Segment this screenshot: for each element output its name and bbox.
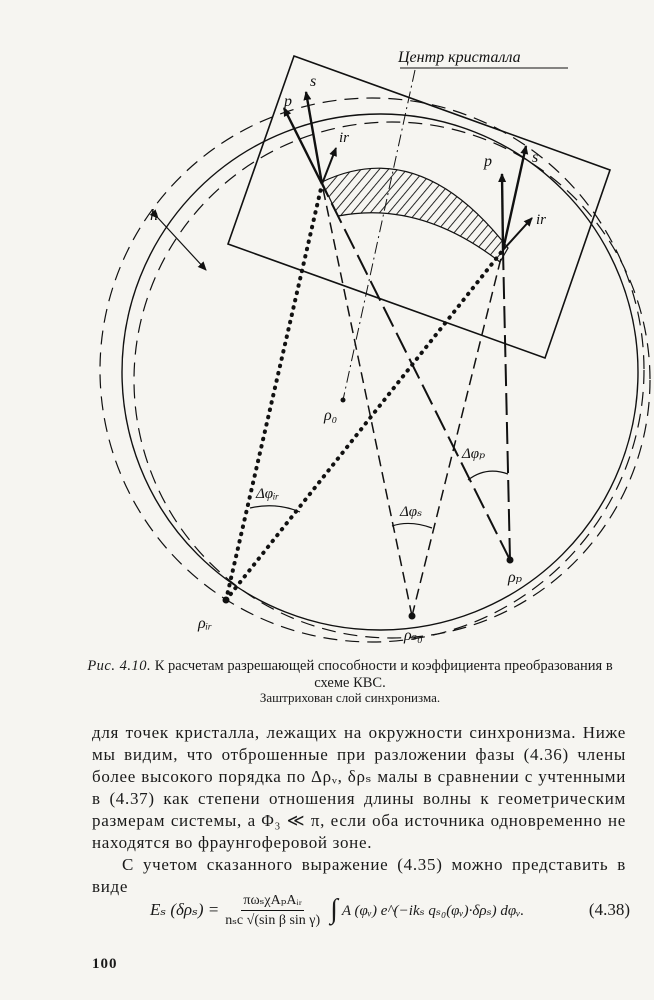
label-d-phi-ir: Δφᵢᵣ xyxy=(256,486,280,502)
label-p-right: p xyxy=(484,153,492,170)
page-number: 100 xyxy=(92,956,118,972)
ir-ray-1 xyxy=(226,184,322,600)
label-d-phi-p: Δφₚ xyxy=(462,446,486,462)
arc-d-phi-ir xyxy=(250,506,300,512)
body-text xyxy=(92,722,626,898)
label-center: Центр кристалла xyxy=(398,49,521,66)
point-rho-ir xyxy=(223,597,230,604)
integral-sign: ∫ xyxy=(330,894,338,925)
equation-4-38 xyxy=(150,885,630,935)
equation-lhs: Eₛ (δρₛ) = xyxy=(150,900,220,919)
equation-fraction xyxy=(223,892,322,929)
label-s-left: s xyxy=(310,73,317,90)
fraction-numerator: πωₛχAₚAᵢᵣ xyxy=(241,892,304,911)
equation-integrand: A (φᵥ) e^(−ikₛ qₛ₀(φᵥ)·δρₛ) dφᵥ. xyxy=(341,902,525,919)
h-marker xyxy=(158,218,206,270)
label-rho-ir: ρᵢᵣ xyxy=(198,615,213,632)
synchronism-layer xyxy=(322,168,508,262)
p-ray-2 xyxy=(503,250,510,560)
caption-text: К расчетам разрешающей способности и коэффициента преобразования в схеме КВС. xyxy=(154,658,613,691)
label-rho0: ρ₀ xyxy=(324,407,338,424)
point-rho-s0 xyxy=(409,613,416,620)
label-rho-s0: ρₛ₀ xyxy=(404,627,423,644)
label-rho-p: ρₚ xyxy=(508,569,523,586)
figure-caption xyxy=(70,658,630,692)
arc-d-phi-s xyxy=(392,523,432,528)
equation-number: (4.38) xyxy=(588,900,630,919)
paragraph-1: для точек кристалла, лежащих на окружности синхронизма. Ниже мы видим, что отброшенные при разложении фазы (4.36) члены более высокого порядка по Δρᵥ, δρₛ малы в сравнении с учтенными в (4.37) как степени отношения длины волны к геометрическим размерам системы, а Φ₃ ≪ π, если оба источника одновременно не находятся во фраунгоферовой зоне. xyxy=(92,723,626,852)
s-ray-1 xyxy=(322,184,412,616)
arrow-p-right xyxy=(502,174,503,250)
caption-note: Заштрихован слой синхронизма. xyxy=(259,690,441,705)
arc-d-phi-p xyxy=(468,471,508,480)
label-ir-left: ir xyxy=(339,130,350,146)
label-h: h xyxy=(150,207,158,224)
figure-number: Рис. 4.10. xyxy=(87,658,152,674)
paragraph-2: С учетом сказанного выражение (4.35) можно представить в виде xyxy=(92,855,626,896)
label-ir-right: ir xyxy=(536,212,547,228)
label-p-left: p xyxy=(284,93,292,110)
arrow-s-right xyxy=(503,146,526,250)
label-s-right: s xyxy=(532,149,539,166)
point-rho0 xyxy=(341,398,346,403)
label-d-phi-s: Δφₛ xyxy=(400,504,423,520)
fraction-denominator: nₛc √(sin β sin γ) xyxy=(225,912,321,928)
point-rho-p xyxy=(507,557,514,564)
